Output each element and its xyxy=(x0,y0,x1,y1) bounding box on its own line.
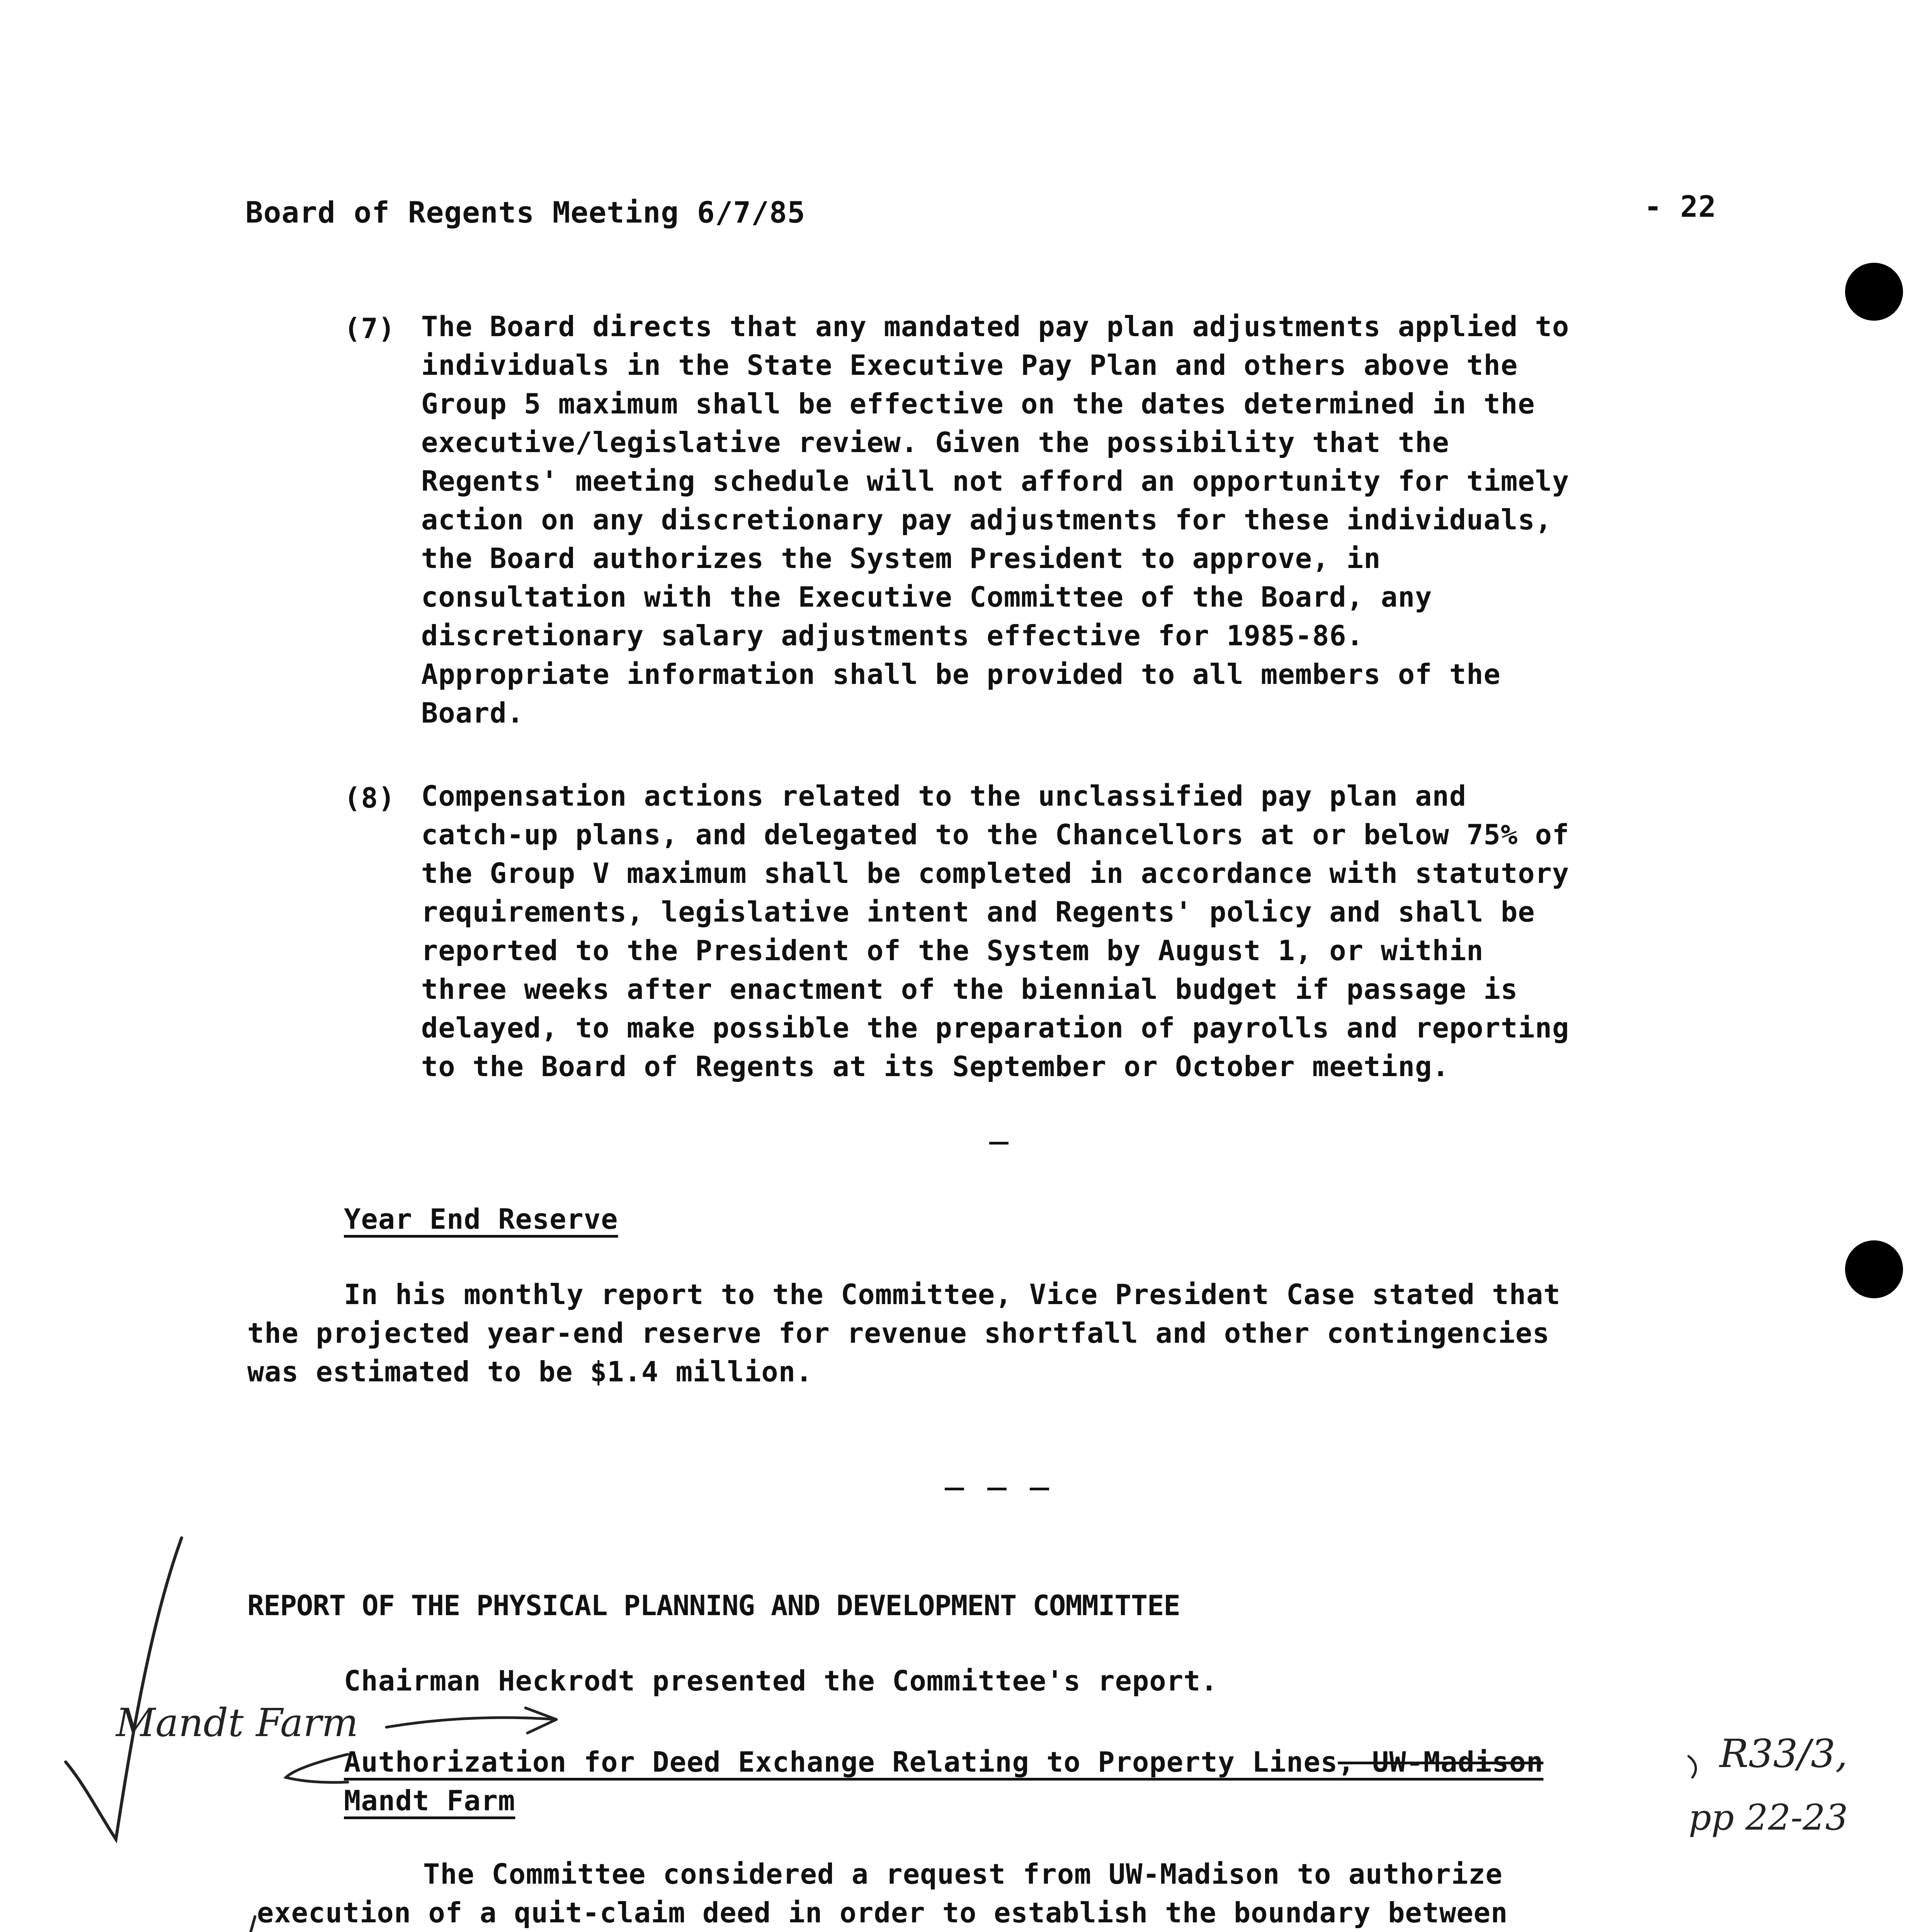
item-8-line: reported to the President of the System by August 1, or within xyxy=(421,934,1484,967)
item-8-line: to the Board of Regents at its September or October meeting. xyxy=(421,1050,1449,1083)
item-7-line: The Board directs that any mandated pay plan adjustments applied to xyxy=(421,310,1570,343)
ppd-committee-heading: REPORT OF THE PHYSICAL PLANNING AND DEVELOPMENT COMMITTEE xyxy=(247,1589,1180,1622)
item-8-line: Compensation actions related to the unclassified pay plan and xyxy=(421,780,1467,812)
item-8-marker: (8) xyxy=(344,782,396,814)
item-7-line: the Board authorizes the System President to approve, in xyxy=(421,542,1381,575)
item-7-line: action on any discretionary pay adjustments for these individuals, xyxy=(421,503,1552,536)
year-end-line: the projected year-end reserve for revenue shortfall and other contingencies xyxy=(247,1317,1550,1349)
item-7-line: Board. xyxy=(421,697,524,729)
ppd-subheading-struck: , UW-Madison xyxy=(1338,1746,1544,1778)
year-end-line: In his monthly report to the Committee, Vice President Case stated that xyxy=(344,1278,1561,1311)
item-7-marker: (7) xyxy=(344,312,396,345)
item-8-line: requirements, legislative intent and Regents' policy and shall be xyxy=(421,896,1535,928)
item-7-line: executive/legislative review. Given the possibility that the xyxy=(421,426,1449,459)
page-number: - 22 xyxy=(1644,189,1717,224)
item-7-line: Appropriate information shall be provided to all members of the xyxy=(421,658,1501,690)
page-header-title: Board of Regents Meeting 6/7/85 xyxy=(245,195,806,230)
ppd-subheading-text: Authorization for Deed Exchange Relating to Property Lines xyxy=(344,1746,1338,1778)
year-end-reserve-heading: Year End Reserve xyxy=(344,1203,618,1235)
item-7-line: Group 5 maximum shall be effective on the dates determined in the xyxy=(421,388,1535,420)
item-8-line: delayed, to make possible the preparation of payrolls and reporting xyxy=(421,1012,1570,1044)
ppd-body-line: execution of a quit-claim deed in order to establish the boundary between xyxy=(257,1896,1508,1929)
ppd-subheading-line2: Mandt Farm xyxy=(344,1784,515,1817)
item-8-line: the Group V maximum shall be completed in accordance with statutory xyxy=(421,857,1570,889)
item-8-line: three weeks after enactment of the biennial budget if passage is xyxy=(421,973,1518,1005)
item-7-line: individuals in the State Executive Pay Plan and others above the xyxy=(421,349,1518,381)
handwritten-mandt-farm: Mandt Farm xyxy=(116,1700,359,1745)
handwritten-resolution-ref: R33/3, xyxy=(1719,1731,1848,1776)
handwritten-pages-ref: pp 22-23 xyxy=(1689,1797,1848,1838)
item-8-line: catch-up plans, and delegated to the Chancellors at or below 75% of xyxy=(421,818,1570,851)
ppd-body-line: The Committee considered a request from UW-Madison to authorize xyxy=(423,1858,1503,1890)
ppd-intro: Chairman Heckrodt presented the Committee's report. xyxy=(344,1665,1218,1697)
item-7-line: consultation with the Executive Committee of the Board, any xyxy=(421,581,1432,613)
year-end-line: was estimated to be $1.4 million. xyxy=(247,1355,813,1388)
item-7-line: Regents' meeting schedule will not afford an opportunity for timely xyxy=(421,465,1570,497)
item-7-line: discretionary salary adjustments effective for 1985-86. xyxy=(421,619,1364,652)
